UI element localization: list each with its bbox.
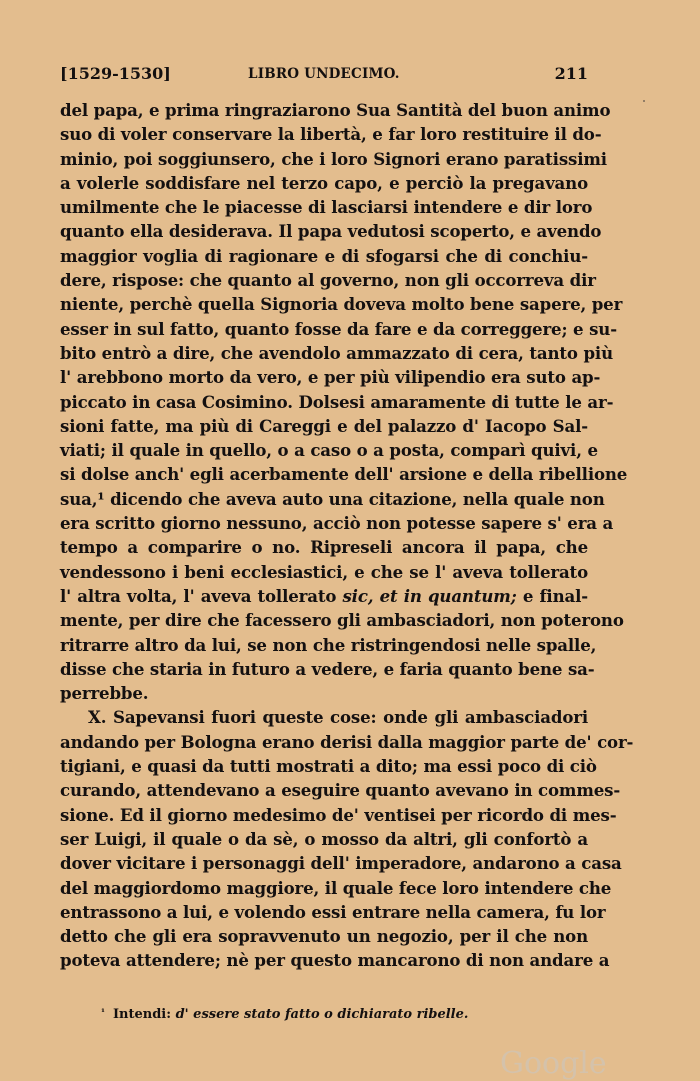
text-segment: l' altra volta, l' aveva tollerato — [60, 585, 343, 606]
text-line: piccato in casa Cosimino. Dolsesi amaramente di tutte le ar- — [60, 391, 614, 412]
text-line: poteva attendere; nè per questo mancarono di non andare a — [60, 950, 610, 971]
footnote-mark: ¹ — [101, 1008, 105, 1018]
text-line: del maggiordomo maggiore, il quale fece loro intendere che — [60, 877, 612, 898]
text-line: maggior voglia di ragionare e di sfogarsi che di conchiu- — [60, 245, 588, 266]
section-x-first-line: X. Sapevansi fuori queste cose: onde gli ambasciadori — [88, 707, 588, 728]
text-line: ritrarre altro da lui, se non che ristringendosi nelle spalle, — [60, 634, 597, 655]
text-line: a volerle soddisfare nel terzo capo, e perciò la pregavano — [60, 172, 588, 193]
paper-speck — [643, 100, 645, 102]
text-line: entrassono a lui, e volendo essi entrare nella camera, fu lor — [60, 901, 606, 922]
body-text — [60, 98, 634, 973]
text-line: niente, perchè quella Signoria doveva molto bene sapere, per — [60, 294, 623, 315]
text-line: l' arebbono morto da vero, e per più vilipendio era suto ap- — [60, 367, 601, 388]
text-line: quanto ella desiderava. Il papa vedutosi scoperto, e avendo — [60, 221, 602, 242]
text-line: minio, poi soggiunsero, che i loro Signori erano paratissimi — [60, 148, 607, 169]
text-line: tempo a comparire o no. Ripreseli ancora il papa, che — [60, 537, 588, 558]
footnote-label: Intendi: — [112, 1007, 172, 1022]
header-book-title: LIBRO UNDECIMO. — [248, 66, 400, 82]
text-line: disse che staria in futuro a vedere, e faria quanto bene sa- — [60, 658, 595, 679]
text-line: curando, attendevano a eseguire quanto avevano in commes- — [60, 780, 621, 801]
text-line: andando per Bologna erano derisi dalla maggior parte de' cor- — [60, 731, 634, 752]
footnote-text: d' essere stato fatto o dichiarato ribelle. — [175, 1007, 469, 1022]
text-line: esser in sul fatto, quanto fosse da fare e da correggere; e su- — [60, 318, 617, 339]
text-line: sua,¹ dicendo che aveva auto una citazione, nella quale non — [60, 488, 605, 509]
text-line: sioni fatte, ma più di Careggi e del palazzo d' Iacopo Sal- — [60, 415, 588, 436]
text-line: mente, per dire che facessero gli ambasciadori, non poterono — [60, 610, 624, 631]
header-years: [1529-1530] — [60, 64, 171, 83]
text-line-with-italic — [60, 584, 588, 608]
text-segment: e final- — [516, 585, 588, 606]
text-line: umilmente che le piacesse di lasciarsi intendere e dir loro — [60, 197, 593, 218]
footnote — [101, 1007, 468, 1022]
latin-phrase: sic, et in quantum; — [342, 585, 517, 606]
text-line: del papa, e prima ringraziarono Sua Santità del buon animo — [60, 100, 611, 120]
text-line: suo di voler conservare la libertà, e far loro restituire il do- — [60, 124, 602, 145]
text-line: sione. Ed il giorno medesimo de' ventisei per ricordo di mes- — [60, 804, 617, 825]
running-head — [60, 64, 588, 88]
google-watermark: Google — [500, 1046, 607, 1081]
text-line: dover vicitare i personaggi dell' imperadore, andarono a casa — [60, 853, 622, 874]
text-line: tigiani, e quasi da tutti mostrati a dito; ma essi poco di ciò — [60, 756, 597, 777]
text-line: era scritto giorno nessuno, acciò non potesse sapere s' era a — [60, 513, 614, 534]
text-line: si dolse anch' egli acerbamente dell' arsione e della ribellione — [60, 464, 628, 485]
header-page-number: 211 — [554, 64, 588, 83]
text-line: ser Luigi, il quale o da sè, o mosso da altri, gli confortò a — [60, 828, 588, 849]
text-line: vendessono i beni ecclesiastici, e che se l' aveva tollerato — [60, 561, 588, 582]
text-line: detto che gli era sopravvenuto un negozio, per il che non — [60, 926, 588, 947]
paragraph-end-line: perrebbe. — [60, 683, 149, 704]
text-line: bito entrò a dire, che avendolo ammazzato di cera, tanto più — [60, 342, 614, 363]
text-line: dere, rispose: che quanto al governo, non gli occorreva dir — [60, 270, 596, 291]
text-line: viati; il quale in quello, o a caso o a posta, comparì quivi, e — [60, 440, 598, 461]
